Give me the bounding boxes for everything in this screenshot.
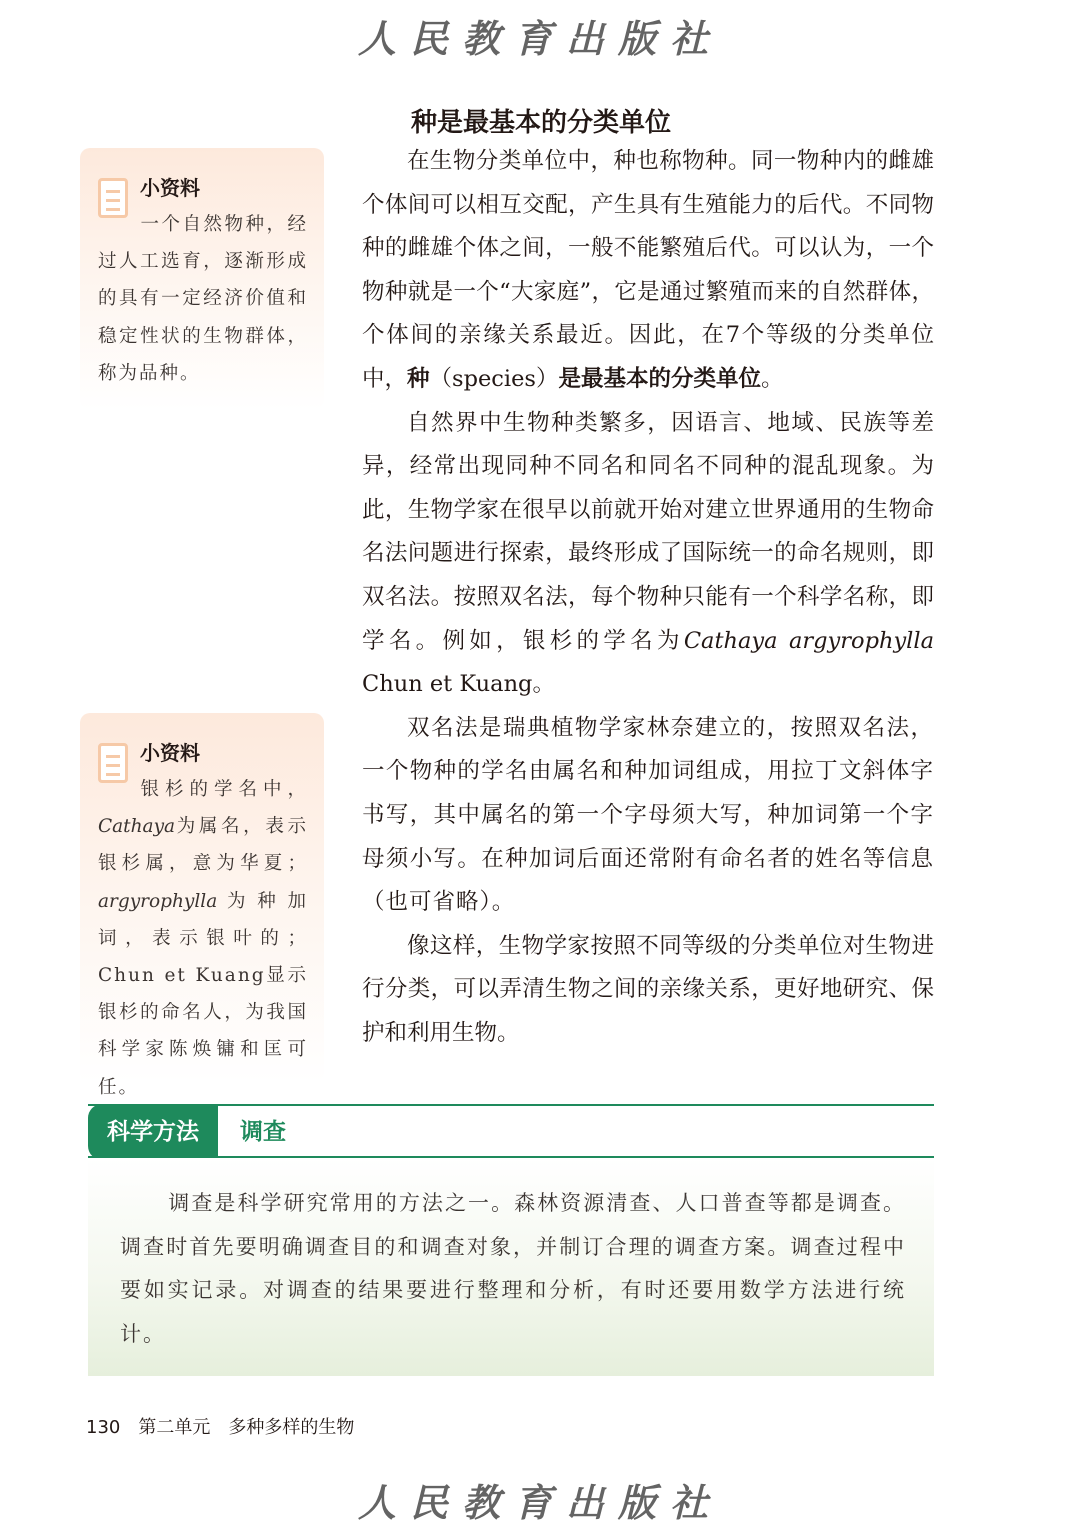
science-method-header [88, 1104, 934, 1158]
science-method-tag: 科学方法 [88, 1104, 218, 1160]
science-method-name: 调查 [240, 1119, 286, 1145]
note-title: 小资料 [140, 741, 200, 765]
note-title: 小资料 [140, 176, 200, 200]
note-text: 一个自然物种，经过人工选育，逐渐形成的具有一定经济价值和稳定性状的生物群体，称为品种。 [98, 214, 308, 384]
science-method-box [88, 1158, 934, 1376]
paragraph-species: 在生物分类单位中，种也称物种。同一物种内的雌雄个体间可以相互交配，产生具有生殖能力的后代。不同物种的雌雄个体之间，一般不能繁殖后代。可以认为，一个物种就是一个“大家庭”，它是通过繁殖而来的自然群体，个体间的亲缘关系最近。因此，在7个等级的分类单位中，种（species）是最基本的分类单位。 [362, 148, 934, 392]
publisher-watermark-bottom: 人民教育出版社 [357, 1480, 722, 1525]
note-box-cathaya [80, 713, 324, 1098]
unit-title: 多种多样的生物 [228, 1417, 355, 1438]
page-footer [86, 1413, 372, 1439]
paragraph-conclusion: 像这样，生物学家按照不同等级的分类单位对生物进行分类，可以弄清生物之间的亲缘关系，更好地研究、保护和利用生物。 [362, 932, 934, 1046]
science-method-text: 调查是科学研究常用的方法之一。森林资源清查、人口普查等都是调查。调查时首先要明确调查目的和调查对象，并制订合理的调查方案。调查过程中要如实记录。对调查的结果要进行整理和分析，有时还要用数学方法进行统计。 [120, 1191, 906, 1346]
paragraph-binomial: 双名法是瑞典植物学家林奈建立的，按照双名法，一个物种的学名由属名和种加词组成，用拉丁文斜体字书写，其中属名的第一个字母须大写，种加词第一个字母须小写。在种加词后面还常附有命名者的姓名等信息（也可省略）。 [362, 714, 934, 916]
section-title: 种是最基本的分类单位 [411, 108, 672, 138]
publisher-watermark-top: 人民教育出版社 [357, 16, 722, 61]
paragraph-naming: 自然界中生物种类繁多，因语言、地域、民族等差异，经常出现同种不同名和同名不同种的混乱现象。为此，生物学家在很早以前就开始对建立世界通用的生物命名法问题进行探索，最终形成了国际统一的命名规则，即双名法。按照双名法，每个物种只能有一个科学名称，即学名。例如，银杉的学名为Cathaya argyrophylla Chun et Kuang。 [362, 409, 934, 698]
note-box-variety [80, 148, 324, 410]
unit-label: 第二单元 [138, 1417, 211, 1438]
note-text: 银杉的学名中，Cathaya为属名，表示银杉属，意为华夏；argyrophylla为种加词，表示银叶的；Chun et Kuang显示银杉的命名人，为我国科学家陈焕镛和匡可任。 [98, 779, 308, 1098]
page-number: 130 [86, 1417, 121, 1438]
main-body [362, 140, 934, 1055]
